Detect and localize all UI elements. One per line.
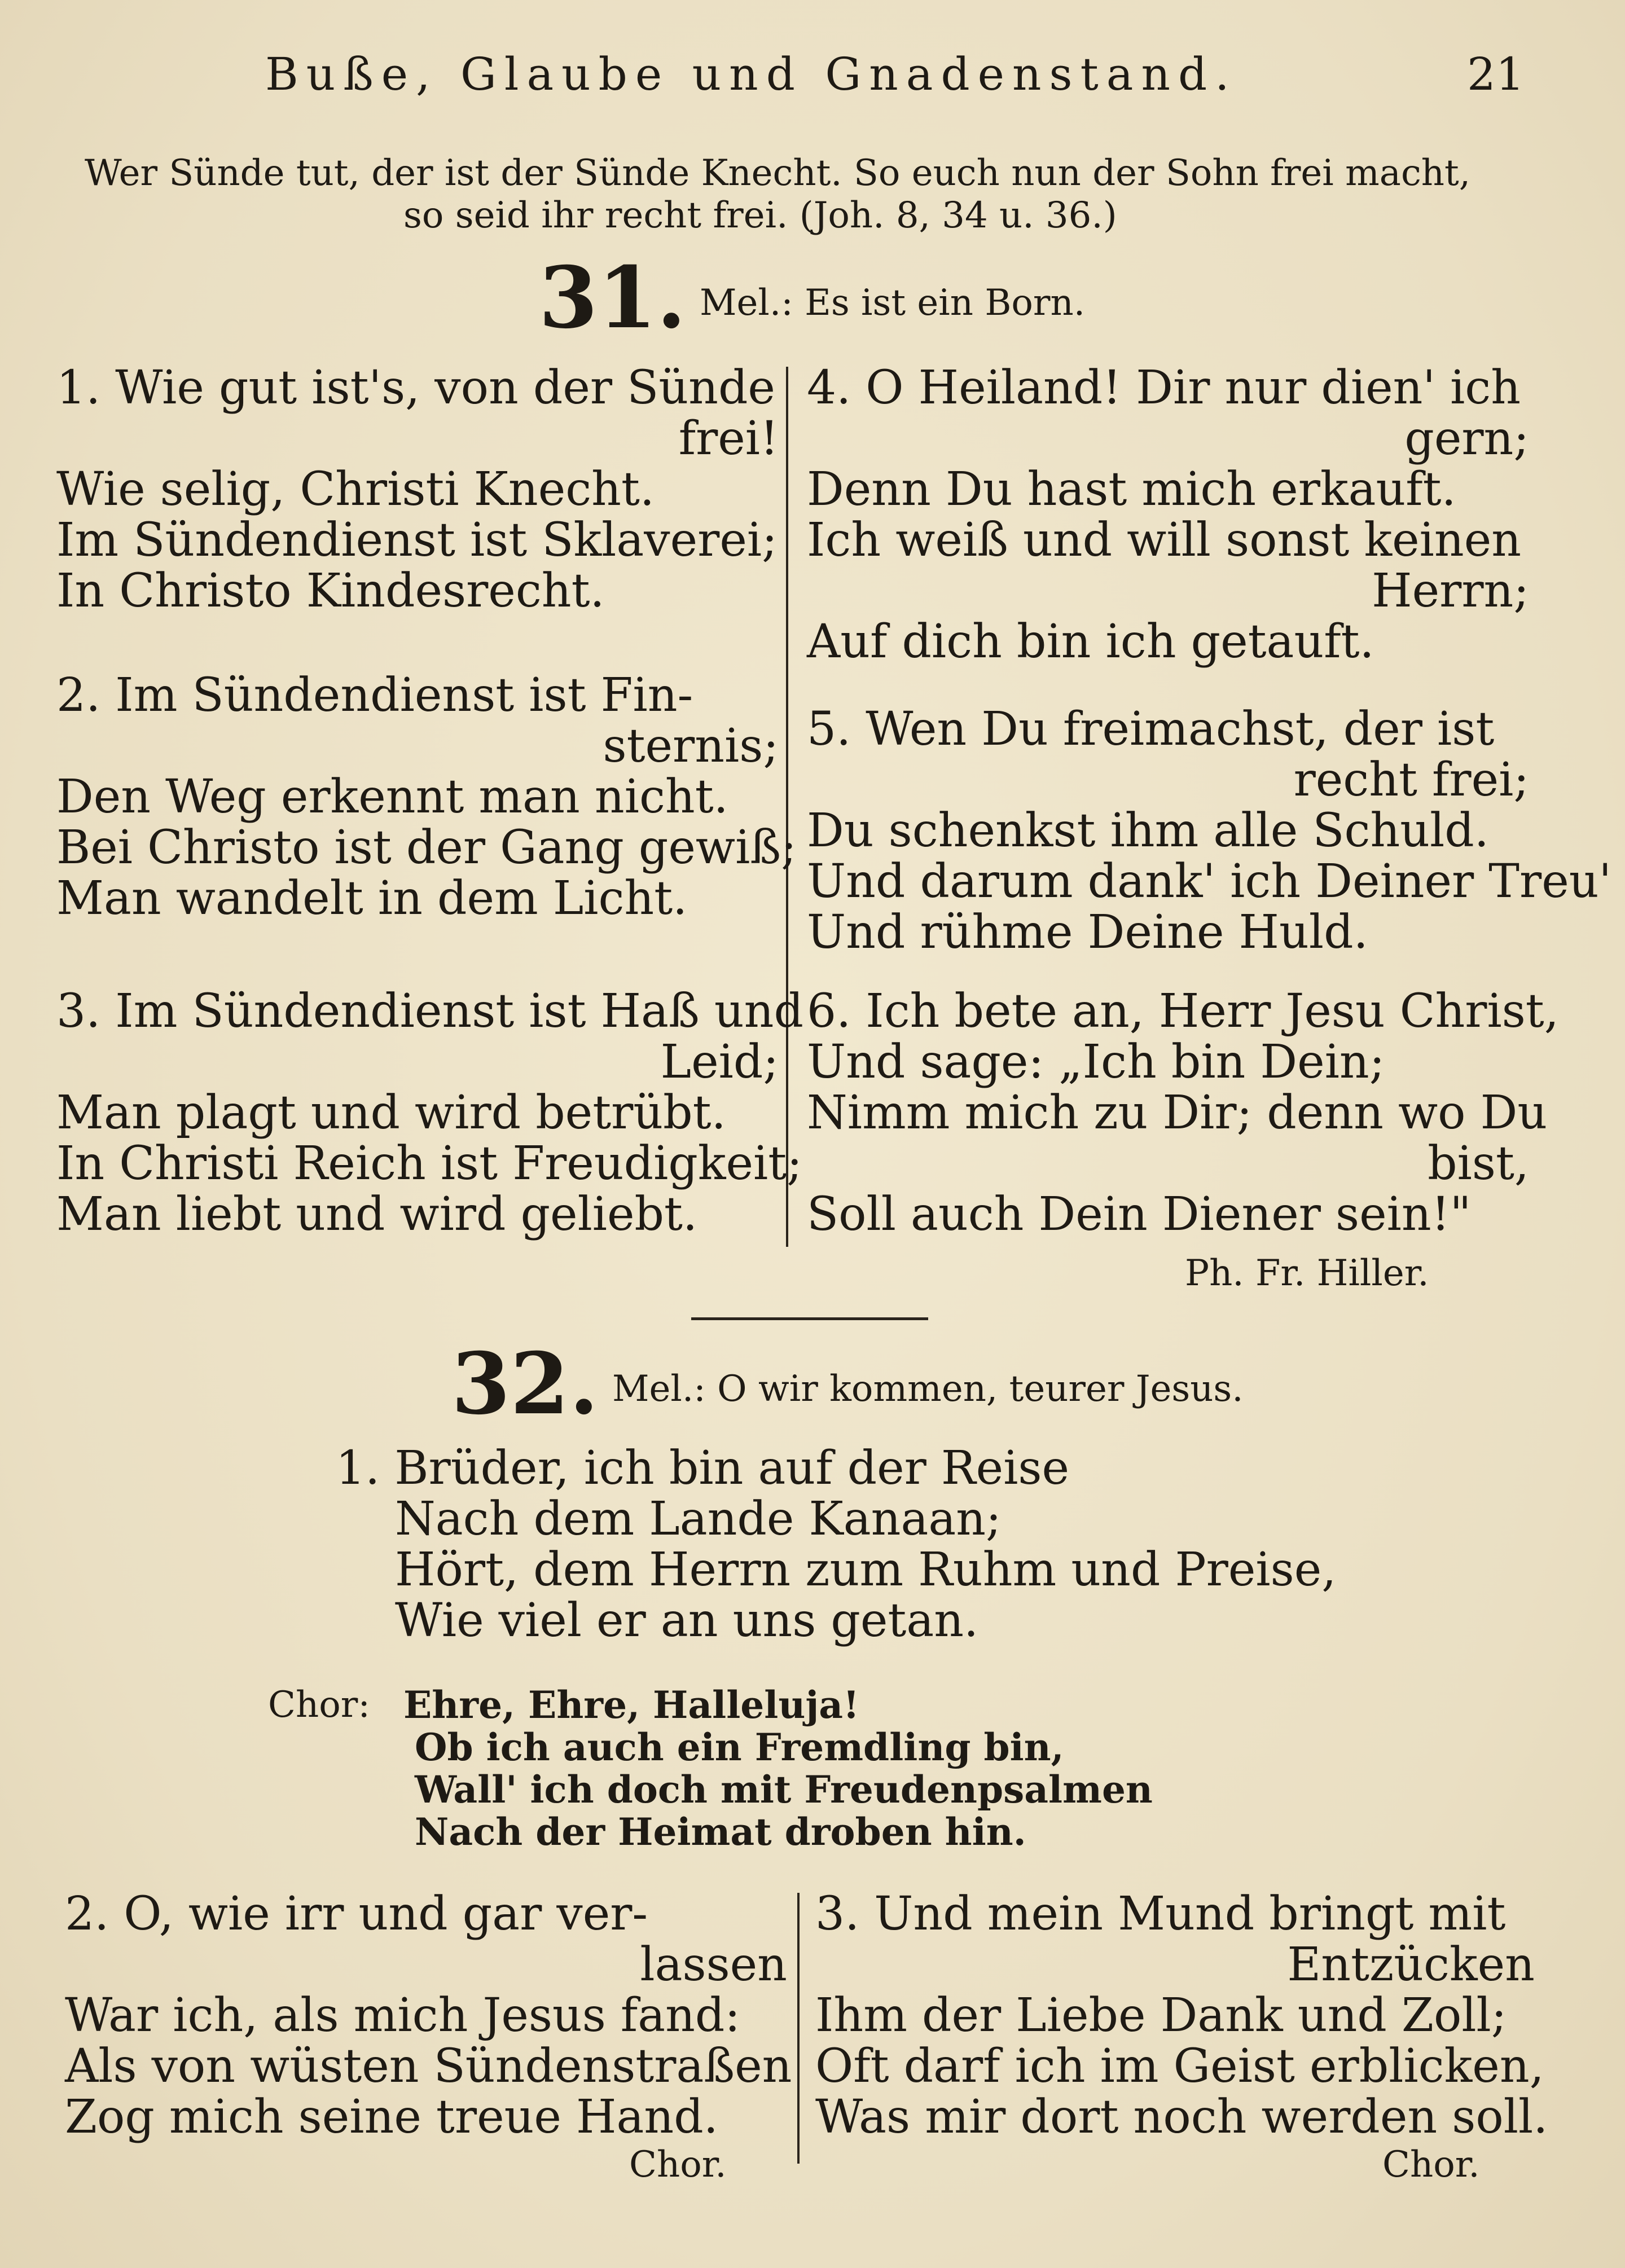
verse-line: 5. Wen Du freimachst, der ist <box>807 702 1495 756</box>
chorus-line: Ob ich auch ein Fremdling bin, <box>415 1725 1064 1769</box>
verse-line: Man wandelt in dem Licht. <box>56 872 688 925</box>
verse-line: sternis; <box>603 719 779 773</box>
verse-line: Oft darf ich im Geist erblicken, <box>815 2040 1544 2093</box>
verse-line: Wie viel er an uns getan. <box>395 1594 979 1647</box>
verse-line: Leid; <box>660 1035 779 1089</box>
verse-line: Auf dich bin ich getauft. <box>807 615 1374 669</box>
verse-line: Was mir dort noch werden soll. <box>815 2090 1548 2144</box>
chorus-line: Ehre, Ehre, Halleluja! <box>403 1683 859 1727</box>
hymn-31-melody: Mel.: Es ist ein Born. <box>700 282 1086 324</box>
verse-line: Bei Christo ist der Gang gewiß; <box>56 821 797 874</box>
verse-line: 2. Im Sündendienst ist Fin- <box>56 669 693 722</box>
column-divider <box>797 1893 800 2164</box>
hymn-31-number: 31. <box>539 248 686 348</box>
verse-line: lassen <box>640 1938 787 1992</box>
verse-line: 1. Wie gut ist's, von der Sünde <box>56 361 775 415</box>
verse-line: bist, <box>1428 1137 1529 1190</box>
chorus-label: Chor: <box>268 1684 370 1726</box>
verse-line: Du schenkst ihm alle Schuld. <box>807 804 1489 858</box>
verse-line: Hört, dem Herrn zum Ruhm und Preise, <box>395 1543 1337 1597</box>
hymn-32-number: 32. <box>451 1334 599 1434</box>
chorus-reference: Chor. <box>1382 2144 1480 2186</box>
verse-line: Man plagt und wird betrübt. <box>56 1086 726 1140</box>
verse-line: Und darum dank' ich Deiner Treu' <box>807 855 1612 908</box>
verse-line: Den Weg erkennt man nicht. <box>56 770 728 824</box>
verse-line: gern; <box>1404 412 1529 465</box>
verse-line: Ihm der Liebe Dank und Zoll; <box>815 1989 1507 2042</box>
verse-line: 4. O Heiland! Dir nur dien' ich <box>807 361 1521 415</box>
verse-line: Im Sündendienst ist Sklaverei; <box>56 513 778 567</box>
verse-line: In Christi Reich ist Freudigkeit; <box>56 1137 802 1190</box>
page-number: 21 <box>1467 48 1525 100</box>
verse-line: 1. Brüder, ich bin auf der Reise <box>336 1441 1070 1495</box>
verse-line: Nimm mich zu Dir; denn wo Du <box>807 1086 1548 1140</box>
motto-line-2: so seid ihr recht frei. (Joh. 8, 34 u. 36.) <box>403 195 1117 236</box>
verse-line: 3. Im Sündendienst ist Haß und <box>56 984 803 1038</box>
verse-line: Denn Du hast mich erkauft. <box>807 463 1456 516</box>
running-title: Buße, Glaube und Gnadenstand. <box>265 48 1237 100</box>
verse-line: Ich weiß und will sonst keinen <box>807 513 1522 567</box>
hymn-32-melody: Mel.: O wir kommen, teurer Jesus. <box>612 1368 1244 1410</box>
chorus-line: Wall' ich doch mit Freudenpsalmen <box>415 1768 1153 1812</box>
hymn-separator <box>691 1317 928 1320</box>
column-divider <box>786 367 788 1247</box>
verse-line: Wie selig, Christi Knecht. <box>56 463 655 516</box>
chorus-line: Nach der Heimat droben hin. <box>415 1810 1026 1854</box>
verse-line: Zog mich seine treue Hand. <box>65 2090 718 2144</box>
verse-line: 3. Und mein Mund bringt mit <box>815 1887 1506 1941</box>
verse-line: War ich, als mich Jesus fand: <box>65 1989 741 2042</box>
verse-line: Und rühme Deine Huld. <box>807 906 1368 959</box>
verse-line: Man liebt und wird geliebt. <box>56 1188 698 1241</box>
verse-line: recht frei; <box>1293 753 1529 807</box>
verse-line: 2. O, wie irr und gar ver- <box>65 1887 648 1941</box>
verse-line: Herrn; <box>1372 564 1529 618</box>
verse-line: Als von wüsten Sündenstraßen <box>65 2040 792 2093</box>
verse-line: Nach dem Lande Kanaan; <box>395 1492 1002 1546</box>
verse-line: frei! <box>678 412 779 465</box>
verse-line: In Christo Kindesrecht. <box>56 564 605 618</box>
verse-line: 6. Ich bete an, Herr Jesu Christ, <box>807 984 1559 1038</box>
verse-line: Und sage: „Ich bin Dein; <box>807 1035 1385 1089</box>
hymn-31-author: Ph. Fr. Hiller. <box>1185 1252 1429 1294</box>
motto-line-1: Wer Sünde tut, der ist der Sünde Knecht. So euch nun der Sohn frei macht, <box>85 152 1471 194</box>
chorus-reference: Chor. <box>629 2144 727 2186</box>
verse-line: Entzücken <box>1287 1938 1535 1992</box>
verse-line: Soll auch Dein Diener sein!" <box>807 1188 1472 1241</box>
